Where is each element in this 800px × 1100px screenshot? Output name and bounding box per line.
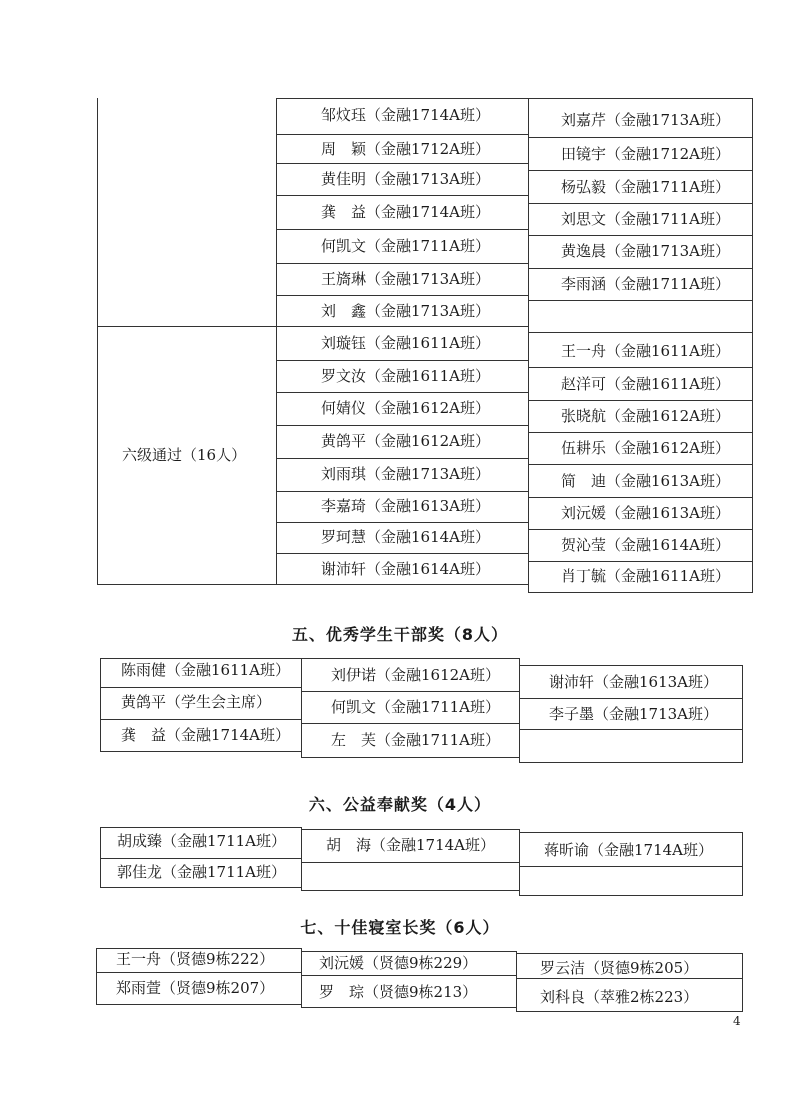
list-item: 赵洋可（金融1611A班） xyxy=(561,375,731,393)
list-item: 王一舟（金融1611A班） xyxy=(561,342,731,360)
list-item: 罗云洁（贤德9栋205） xyxy=(540,959,699,977)
list-item: 左 芙（金融1711A班） xyxy=(331,731,501,749)
list-item: 胡 海（金融1714A班） xyxy=(326,836,496,854)
section-title-dorm-leader: 七、十佳寝室长奖（6人） xyxy=(300,918,500,937)
list-item: 田镜宇（金融1712A班） xyxy=(561,145,731,163)
section-title-public-welfare: 六、公益奉献奖（4人） xyxy=(308,795,492,814)
list-item: 杨弘毅（金融1711A班） xyxy=(561,178,731,196)
list-item: 胡成臻（金融1711A班） xyxy=(117,832,287,850)
list-item: 黄逸晨（金融1713A班） xyxy=(561,242,731,260)
list-item: 罗文汝（金融1611A班） xyxy=(321,367,491,385)
list-item: 周 颖（金融1712A班） xyxy=(321,140,491,158)
list-item: 刘璇钰（金融1611A班） xyxy=(321,334,491,352)
list-item: 黄佳明（金融1713A班） xyxy=(321,170,491,188)
list-item: 龚 益（金融1714A班） xyxy=(121,726,291,744)
list-item: 李子墨（金融1713A班） xyxy=(549,705,719,723)
list-item: 谢沛轩（金融1613A班） xyxy=(549,673,719,691)
group-label: 六级通过（16人） xyxy=(122,446,247,464)
list-item: 陈雨健（金融1611A班） xyxy=(121,661,291,679)
list-item: 郑雨萱（贤德9栋207） xyxy=(116,979,275,997)
list-item: 何凯文（金融1711A班） xyxy=(331,698,501,716)
list-item: 伍耕乐（金融1612A班） xyxy=(561,439,731,457)
list-item: 黄鸽平（学生会主席） xyxy=(121,693,272,711)
list-item: 贺沁莹（金融1614A班） xyxy=(561,536,731,554)
list-item: 何凯文（金融1711A班） xyxy=(321,237,491,255)
list-item: 肖丁毓（金融1611A班） xyxy=(561,567,731,585)
list-item: 黄鸽平（金融1612A班） xyxy=(321,432,491,450)
list-item: 郭佳龙（金融1711A班） xyxy=(117,863,287,881)
list-item: 罗珂慧（金融1614A班） xyxy=(321,528,491,546)
list-item: 龚 益（金融1714A班） xyxy=(321,203,491,221)
list-item: 李雨涵（金融1711A班） xyxy=(561,275,731,293)
list-item: 刘伊诺（金融1612A班） xyxy=(331,666,501,684)
list-item: 王旖琳（金融1713A班） xyxy=(321,270,491,288)
list-item: 刘嘉芹（金融1713A班） xyxy=(561,111,731,129)
list-item: 何婧仪（金融1612A班） xyxy=(321,399,491,417)
list-item: 刘思文（金融1711A班） xyxy=(561,210,731,228)
list-item: 罗 琮（贤德9栋213） xyxy=(319,983,478,1001)
list-item: 刘雨琪（金融1713A班） xyxy=(321,465,491,483)
section-title-outstanding-cadre: 五、优秀学生干部奖（8人） xyxy=(291,625,509,644)
list-item: 邹炆珏（金融1714A班） xyxy=(321,106,491,124)
list-item: 张晓航（金融1612A班） xyxy=(561,407,731,425)
list-item: 刘科良（萃雅2栋223） xyxy=(540,988,699,1006)
page-number: 4 xyxy=(733,1014,741,1028)
list-item: 简 迪（金融1613A班） xyxy=(561,472,731,490)
list-item: 蒋昕谕（金融1714A班） xyxy=(544,841,714,859)
list-item: 刘 鑫（金融1713A班） xyxy=(321,302,491,320)
list-item: 刘沅媛（贤德9栋229） xyxy=(319,954,478,972)
list-item: 李嘉琦（金融1613A班） xyxy=(321,497,491,515)
list-item: 王一舟（贤德9栋222） xyxy=(116,950,275,968)
list-item: 刘沅媛（金融1613A班） xyxy=(561,504,731,522)
list-item: 谢沛轩（金融1614A班） xyxy=(321,560,491,578)
